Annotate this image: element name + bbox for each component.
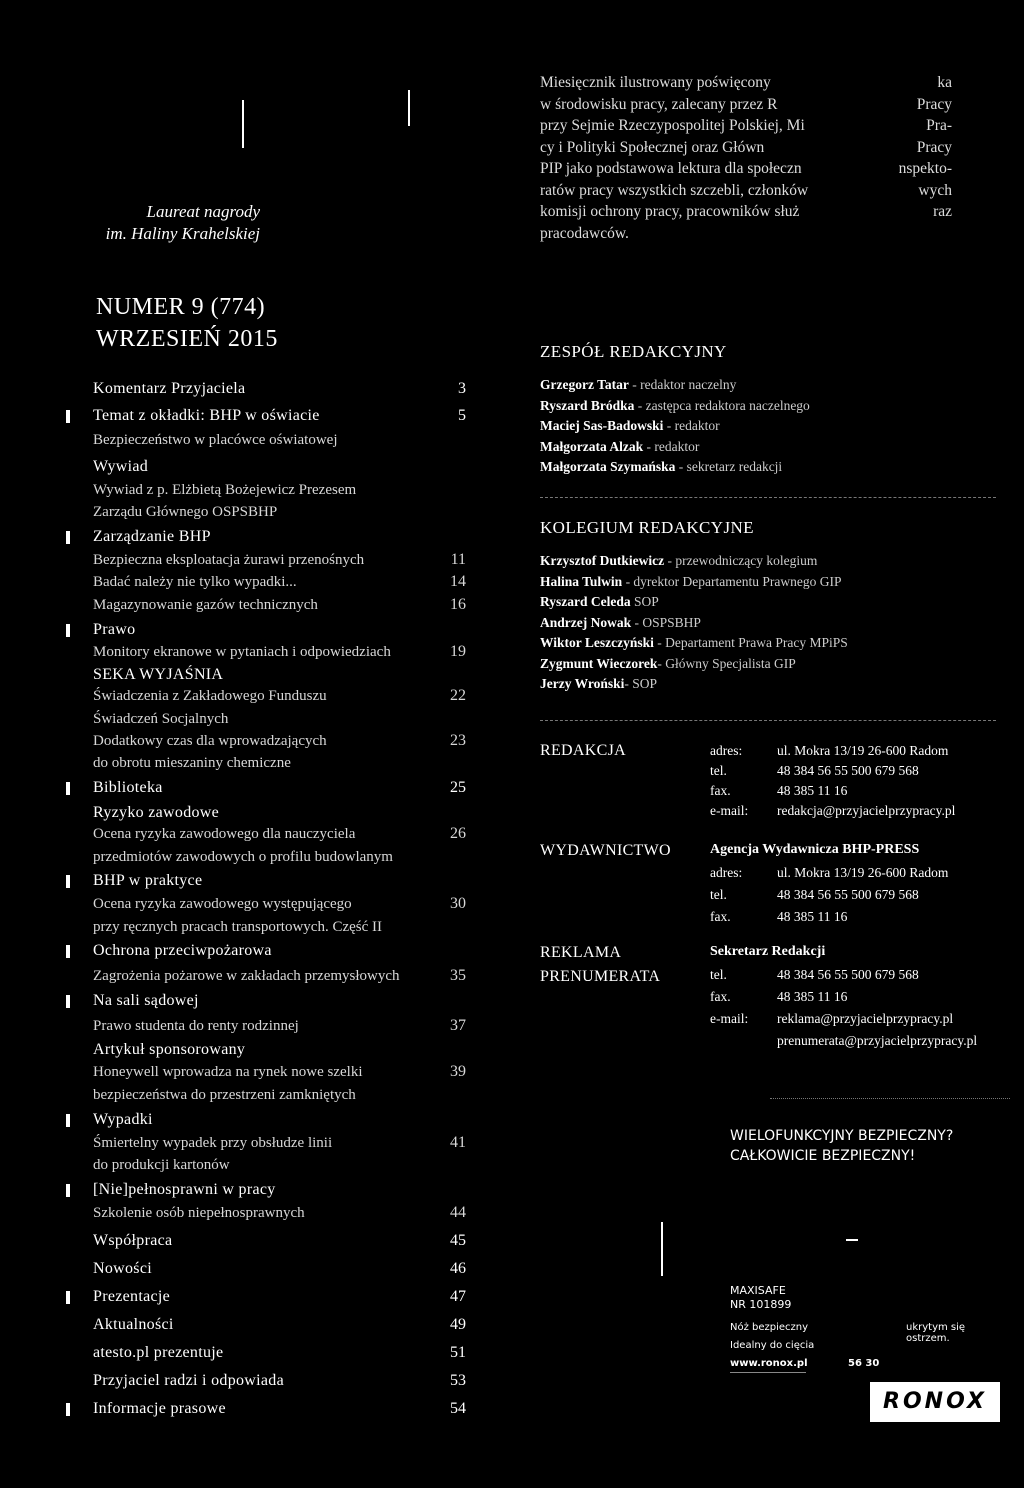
ad-website: www.ronox.pl <box>730 1358 808 1369</box>
staff-name: Grzegorz Tatar <box>540 377 629 392</box>
contact-label: fax. <box>710 909 731 924</box>
toc-title: Magazynowanie gazów technicznych <box>93 597 318 613</box>
contact-wydawnictwo <box>540 840 1020 930</box>
staff-role: - Departament Prawa Pracy MPiPS <box>653 635 848 650</box>
staff-member <box>540 633 1000 654</box>
staff-name: Andrzej Nowak <box>540 614 632 630</box>
staff-role: - redaktor <box>643 438 700 454</box>
contact-value: 48 384 56 55 500 679 568 <box>777 967 919 982</box>
ad-line-1: Nóż bezpieczny <box>730 1322 809 1333</box>
toc-page-number: 23 <box>450 732 466 749</box>
staff-member <box>540 654 1000 675</box>
toc-page-number: 35 <box>450 967 466 984</box>
description-line: PIP jako podstawowa lektura dla społeczn <box>540 160 802 177</box>
toc-title: Prawo studenta do renty rodzinnej <box>93 1018 299 1034</box>
staff-member <box>540 437 1000 458</box>
toc-page-number: 54 <box>450 1400 466 1417</box>
section-marker <box>66 531 70 544</box>
staff-role: - SOP <box>624 676 658 691</box>
contact-label: tel. <box>710 887 727 902</box>
toc-title: Bezpieczna eksploatacja żurawi przenośnych <box>93 552 365 568</box>
ad-product: MAXISAFE <box>730 1284 786 1297</box>
toc-title: Badać należy nie tylko wypadki... <box>93 574 297 590</box>
toc-page-number: 3 <box>458 380 466 397</box>
toc-title: Prezentacje <box>93 1288 171 1305</box>
description-line: pracodawców. <box>540 224 629 242</box>
section-marker <box>66 1403 70 1416</box>
toc-page-number: 41 <box>450 1134 466 1151</box>
toc-page-number: 44 <box>450 1204 466 1221</box>
contact-value: 48 384 56 55 500 679 568 <box>777 887 919 902</box>
contact-label: e-mail: <box>710 1011 749 1026</box>
toc-title: Ochrona przeciwpożarowa <box>93 942 272 959</box>
staff-name: Halina Tulwin <box>540 573 623 589</box>
toc-page-number: 39 <box>450 1063 466 1080</box>
toc-title: Ocena ryzyka zawodowego występującego <box>93 896 352 912</box>
section-marker <box>66 1184 70 1197</box>
toc-page-number: 30 <box>450 895 466 912</box>
reklama-company: Sekretarz Redakcji <box>710 944 826 959</box>
toc-page-number: 11 <box>450 551 466 568</box>
contact-value: prenumerata@przyjacielprzypracy.pl <box>777 1033 978 1048</box>
toc-title: Na sali sądowej <box>93 992 199 1009</box>
toc-title: Nowości <box>93 1260 152 1277</box>
contact-value: 48 385 11 16 <box>777 783 848 798</box>
toc-page-number: 49 <box>450 1316 466 1333</box>
contact-value: 48 385 11 16 <box>777 989 848 1004</box>
divider <box>770 1098 1010 1099</box>
contact-reklama <box>540 942 1020 1062</box>
description-line: w środowisku pracy, zalecany przez R <box>540 95 778 113</box>
toc-page-number: 22 <box>450 687 466 704</box>
toc-title: Przyjaciel radzi i odpowiada <box>93 1372 284 1389</box>
toc-title: Aktualności <box>93 1316 174 1333</box>
staff-member <box>540 674 1000 695</box>
ad-product-number: NR 101899 <box>730 1298 792 1311</box>
toc-title: Dodatkowy czas dla wprowadzających <box>93 733 327 749</box>
contact-value: ul. Mokra 13/19 26-600 Radom <box>777 743 949 758</box>
section-marker <box>66 624 70 637</box>
toc-page-number: 51 <box>450 1344 466 1361</box>
description-right-fragment: Pracy <box>916 95 952 113</box>
contact-label: fax. <box>710 989 731 1004</box>
section-marker <box>66 1291 70 1304</box>
description-line: cy i Polityki Społecznej oraz Główn <box>540 138 765 156</box>
toc-title: do produkcji kartonów <box>93 1157 230 1173</box>
toc-page-number: 19 <box>450 643 466 660</box>
editorial-team-title: ZESPÓŁ REDAKCYJNY <box>540 342 727 361</box>
toc-title: SEKA WYJAŚNIA <box>93 666 224 683</box>
contact-redakcja <box>540 740 1020 830</box>
ad-headline-1: WIELOFUNKCYJNY BEZPIECZNY? <box>730 1128 954 1144</box>
issue-number: NUMER 9 (774) <box>96 294 266 320</box>
contact-value: 48 385 11 16 <box>777 909 848 924</box>
toc-title: Zarządzanie BHP <box>93 528 211 545</box>
toc-title: [Nie]pełnosprawni w pracy <box>93 1181 276 1198</box>
editorial-team-list <box>540 375 1000 478</box>
contact-label: tel. <box>710 967 727 982</box>
toc-title: Zagrożenia pożarowe w zakładach przemysłowych <box>93 968 400 984</box>
ad-headline-2: CAŁKOWICIE BEZPIECZNY! <box>730 1148 916 1164</box>
decor-line-left <box>242 100 244 148</box>
staff-name: Małgorzata Alzak <box>540 438 644 454</box>
issue-info <box>96 291 278 355</box>
toc-title: Wywiad <box>93 458 149 475</box>
staff-member <box>540 375 1000 396</box>
toc-title: Zarządu Głównego OSPSBHP <box>93 504 278 520</box>
ad-line-1b: ukrytym się ostrzem. <box>906 1322 966 1344</box>
toc-title: Temat z okładki: BHP w oświacie <box>93 407 320 424</box>
reklama-title: REKLAMA <box>540 944 622 961</box>
staff-role: - redaktor <box>663 418 720 433</box>
ad-line-long <box>661 1222 663 1276</box>
toc-page-number: 5 <box>458 407 466 424</box>
description-right-fragment: nspekto- <box>898 160 952 177</box>
staff-member <box>540 572 1000 593</box>
description-right-fragments <box>840 72 952 223</box>
staff-name: Krzysztof Dutkiewicz <box>540 553 665 568</box>
staff-role: - przewodniczący kolegium <box>664 553 818 568</box>
contact-label: adres: <box>710 743 743 758</box>
staff-name: Małgorzata Szymańska <box>540 459 676 474</box>
toc-page-number: 26 <box>450 825 466 842</box>
toc-title: Wywiad z p. Elżbietą Bożejewicz Prezesem <box>93 482 357 498</box>
toc-title: BHP w praktyce <box>93 872 203 889</box>
contact-value: redakcja@przyjacielprzypracy.pl <box>777 803 956 818</box>
toc-page-number: 37 <box>450 1017 466 1034</box>
staff-role: - Główny Specjalista GIP <box>657 655 796 671</box>
description-line: komisji ochrony pracy, pracowników służ <box>540 203 800 220</box>
toc-title: do obrotu mieszaniny chemiczne <box>93 755 291 771</box>
staff-role: - zastępca redaktora naczelnego <box>634 397 810 413</box>
contact-label: adres: <box>710 865 743 880</box>
award-line-2: im. Haliny Krahelskiej <box>105 224 260 243</box>
section-marker <box>66 945 70 958</box>
description-line: przy Sejmie Rzeczypospolitej Polskiej, Mi <box>540 117 805 134</box>
description-right-fragment: ka <box>937 74 952 91</box>
staff-name: Wiktor Leszczyński <box>540 635 654 650</box>
redakcja-title: REDAKCJA <box>540 742 626 759</box>
toc-title: Szkolenie osób niepełnosprawnych <box>93 1205 305 1221</box>
section-marker <box>66 782 70 795</box>
toc-title: Wypadki <box>93 1111 153 1128</box>
toc-page-number: 47 <box>450 1288 466 1305</box>
description-right-fragment: Pracy <box>916 138 952 156</box>
contact-value: ul. Mokra 13/19 26-600 Radom <box>777 865 949 880</box>
staff-role: - dyrektor Departamentu Prawnego GIP <box>622 573 842 589</box>
section-marker <box>66 410 70 423</box>
toc-title: atesto.pl prezentuje <box>93 1344 224 1361</box>
description-line: ratów pracy wszystkich szczebli, członków <box>540 181 809 199</box>
ad-divider <box>730 1372 806 1373</box>
description-right-fragment: Pra- <box>926 117 952 134</box>
toc-title: Honeywell wprowadza na rynek nowe szelki <box>93 1064 363 1080</box>
staff-member <box>540 592 1000 613</box>
toc-title: Komentarz Przyjaciela <box>93 380 246 397</box>
staff-role: - sekretarz redakcji <box>675 459 783 474</box>
ad-dash <box>846 1239 858 1241</box>
decor-line-right <box>408 90 410 126</box>
staff-name: Ryszard Celeda <box>540 594 631 609</box>
section-marker <box>66 1114 70 1127</box>
toc-page-number: 25 <box>450 779 466 796</box>
description-right-fragment: raz <box>933 203 952 220</box>
staff-member <box>540 457 1000 478</box>
section-marker <box>66 875 70 888</box>
toc-page-number: 46 <box>450 1260 466 1277</box>
toc-title: Bezpieczeństwo w placówce oświatowej <box>93 432 338 448</box>
staff-role: - OSPSBHP <box>631 614 701 630</box>
ad-phone: 56 30 <box>848 1358 880 1369</box>
contact-label: tel. <box>710 763 727 778</box>
toc-title: Ocena ryzyka zawodowego dla nauczyciela <box>93 826 356 842</box>
toc-page-number: 53 <box>450 1372 466 1389</box>
toc-title: przy ręcznych pracach transportowych. Część II <box>93 919 383 935</box>
toc-title: bezpieczeństwa do przestrzeni zamkniętych <box>93 1087 356 1103</box>
ronox-advertisement <box>708 1114 1008 1444</box>
prenumerata-title: PRENUMERATA <box>540 968 661 985</box>
staff-member <box>540 396 1000 417</box>
toc-title: Ryzyko zawodowe <box>93 804 220 821</box>
college-title: KOLEGIUM REDAKCYJNE <box>540 518 754 537</box>
issue-month: WRZESIEŃ 2015 <box>96 326 278 352</box>
staff-role: - redaktor naczelny <box>628 377 737 392</box>
staff-name: Ryszard Bródka <box>540 397 635 413</box>
staff-name: Zygmunt Wieczorek <box>540 655 658 671</box>
staff-member <box>540 551 1000 572</box>
section-marker <box>66 995 70 1008</box>
ad-line-2: Idealny do cięcia <box>730 1340 815 1351</box>
contact-value: 48 384 56 55 500 679 568 <box>777 763 919 778</box>
toc-title: Śmiertelny wypadek przy obsłudze linii <box>93 1135 333 1151</box>
toc-title: Informacje prasowe <box>93 1400 226 1417</box>
contact-value: reklama@przyjacielprzypracy.pl <box>777 1011 954 1026</box>
wydawnictwo-title: WYDAWNICTWO <box>540 842 671 859</box>
divider <box>540 720 996 721</box>
toc-page-number: 45 <box>450 1232 466 1249</box>
contact-label: e-mail: <box>710 803 749 818</box>
toc-title: Świadczenia z Zakładowego Funduszu <box>93 688 327 704</box>
wydawnictwo-company: Agencja Wydawnicza BHP-PRESS <box>710 842 920 857</box>
toc-title: Współpraca <box>93 1232 173 1249</box>
award-line-1: Laureat nagrody <box>146 202 260 221</box>
divider <box>540 497 996 498</box>
contact-label: fax. <box>710 783 731 798</box>
award-label <box>60 201 260 245</box>
toc-title: Świadczeń Socjalnych <box>93 711 229 727</box>
toc-page-number: 14 <box>450 573 466 590</box>
staff-member <box>540 613 1000 634</box>
toc-title: Artykuł sponsorowany <box>93 1041 246 1058</box>
staff-role: SOP <box>630 594 659 609</box>
toc-title: Monitory ekranowe w pytaniach i odpowiedziach <box>93 644 391 660</box>
toc-title: Biblioteka <box>93 779 163 796</box>
toc-title: przedmiotów zawodowych o profilu budowlanym <box>93 849 393 865</box>
description-line: Miesięcznik ilustrowany poświęcony <box>540 74 771 91</box>
toc-page-number: 16 <box>450 596 466 613</box>
description-right-fragment: wych <box>918 181 952 199</box>
staff-member <box>540 416 1000 437</box>
staff-name: Maciej Sas-Badowski <box>540 418 664 433</box>
toc-title: Prawo <box>93 621 136 638</box>
college-list <box>540 551 1000 695</box>
ronox-logo: RONOX <box>870 1382 1000 1422</box>
staff-name: Jerzy Wroński <box>540 676 625 691</box>
